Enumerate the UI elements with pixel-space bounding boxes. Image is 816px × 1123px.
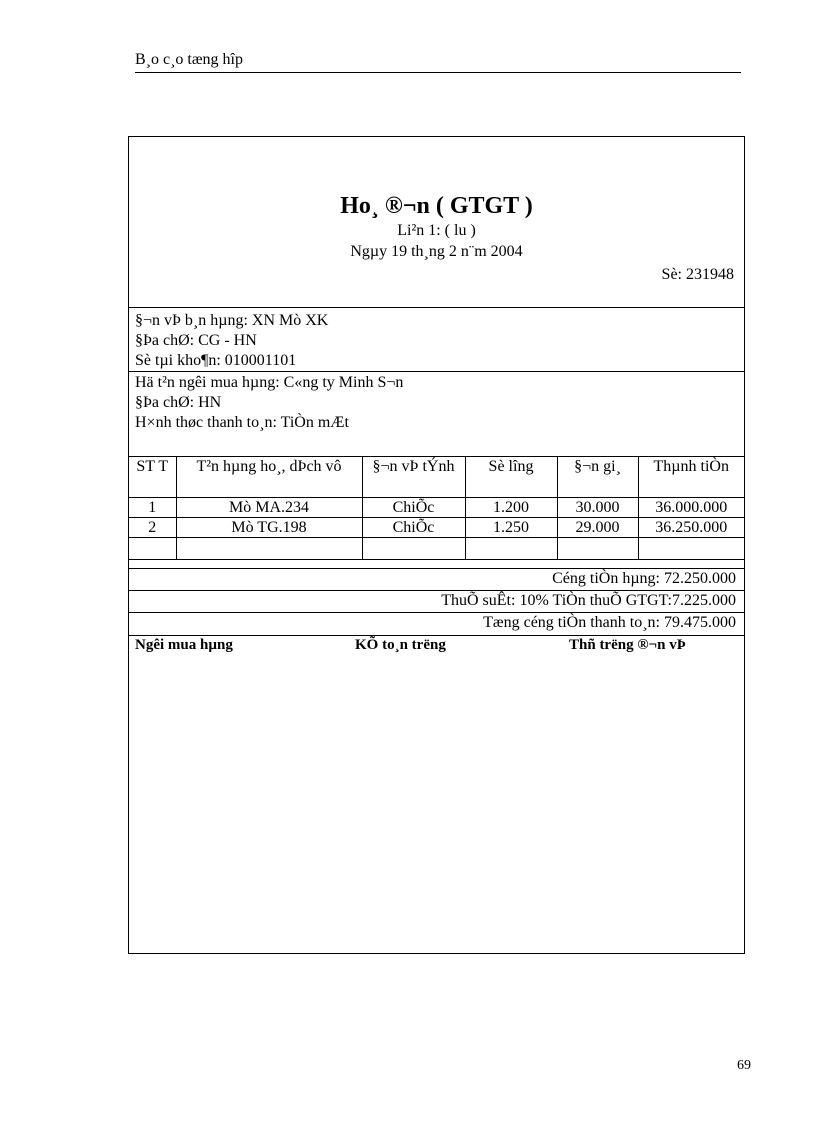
col-header-product: T²n hµng ho¸, dÞch vô	[176, 457, 362, 498]
buyer-name: Hä t²n ngêi mua hµng: C«ng ty Minh S¬n	[135, 374, 404, 391]
signature-buyer: Ngêi mua hµng	[135, 637, 233, 653]
signature-accountant: KÕ to¸n trëng	[355, 637, 446, 653]
section-divider	[129, 371, 744, 372]
cell-price: 30.000	[557, 498, 638, 518]
table-row-empty	[129, 538, 744, 560]
seller-address: §Þa chØ: CG - HN	[135, 332, 257, 349]
cell-stt: 1	[129, 498, 176, 518]
cell-quantity: 1.200	[465, 498, 557, 518]
signature-head: Thñ trëng ®¬n vÞ	[569, 637, 686, 653]
seller-account: Sè tµi kho¶n: 010001101	[135, 352, 297, 369]
invoice-title: Ho¸ ®¬n ( GTGT )	[340, 193, 533, 219]
invoice-copy-label: Li²n 1: ( lu )	[397, 222, 476, 239]
cell-unit: ChiÕc	[362, 498, 465, 518]
page-number: 69	[737, 1058, 751, 1073]
invoice-date: Ngµy 19 th¸ng 2 n¨m 2004	[350, 243, 523, 260]
cell-unit: ChiÕc	[362, 518, 465, 538]
cell-stt: 2	[129, 518, 176, 538]
cell-product: Mò MA.234	[176, 498, 362, 518]
table-header-row	[129, 457, 744, 498]
table-row	[129, 498, 744, 518]
cell-amount: 36.000.000	[638, 498, 744, 518]
invoice-number: Sè: 231948	[661, 266, 734, 283]
seller-name: §¬n vÞ b¸n hµng: XN Mò XK	[135, 312, 329, 329]
signature-row	[129, 635, 744, 660]
buyer-info	[135, 373, 403, 433]
cell-quantity: 1.250	[465, 518, 557, 538]
invoice-title-block	[129, 137, 744, 308]
col-header-unit: §¬n vÞ tÝnh	[362, 457, 465, 498]
cell-product: Mò TG.198	[176, 518, 362, 538]
payment-method: H×nh thøc thanh to¸n: TiÒn mÆt	[135, 414, 349, 431]
col-header-quantity: Sè lîng	[465, 457, 557, 498]
total-goods: Céng tiÒn hµng: 72.250.000	[129, 568, 744, 589]
invoice-frame	[128, 136, 745, 954]
col-header-price: §¬n gi¸	[557, 457, 638, 498]
report-header: B¸o c¸o tæng hîp	[135, 50, 741, 73]
table-row	[129, 518, 744, 538]
vat-line: ThuÕ suÊt: 10% TiÒn thuÕ GTGT:7.225.000	[129, 590, 744, 611]
grand-total: Tæng céng tiÒn thanh to¸n: 79.475.000	[129, 612, 744, 633]
buyer-address: §Þa chØ: HN	[135, 394, 222, 411]
items-table	[129, 456, 744, 560]
col-header-stt: ST T	[129, 457, 176, 498]
cell-price: 29.000	[557, 518, 638, 538]
seller-info	[135, 311, 328, 371]
col-header-amount: Thµnh tiÒn	[638, 457, 744, 498]
cell-amount: 36.250.000	[638, 518, 744, 538]
